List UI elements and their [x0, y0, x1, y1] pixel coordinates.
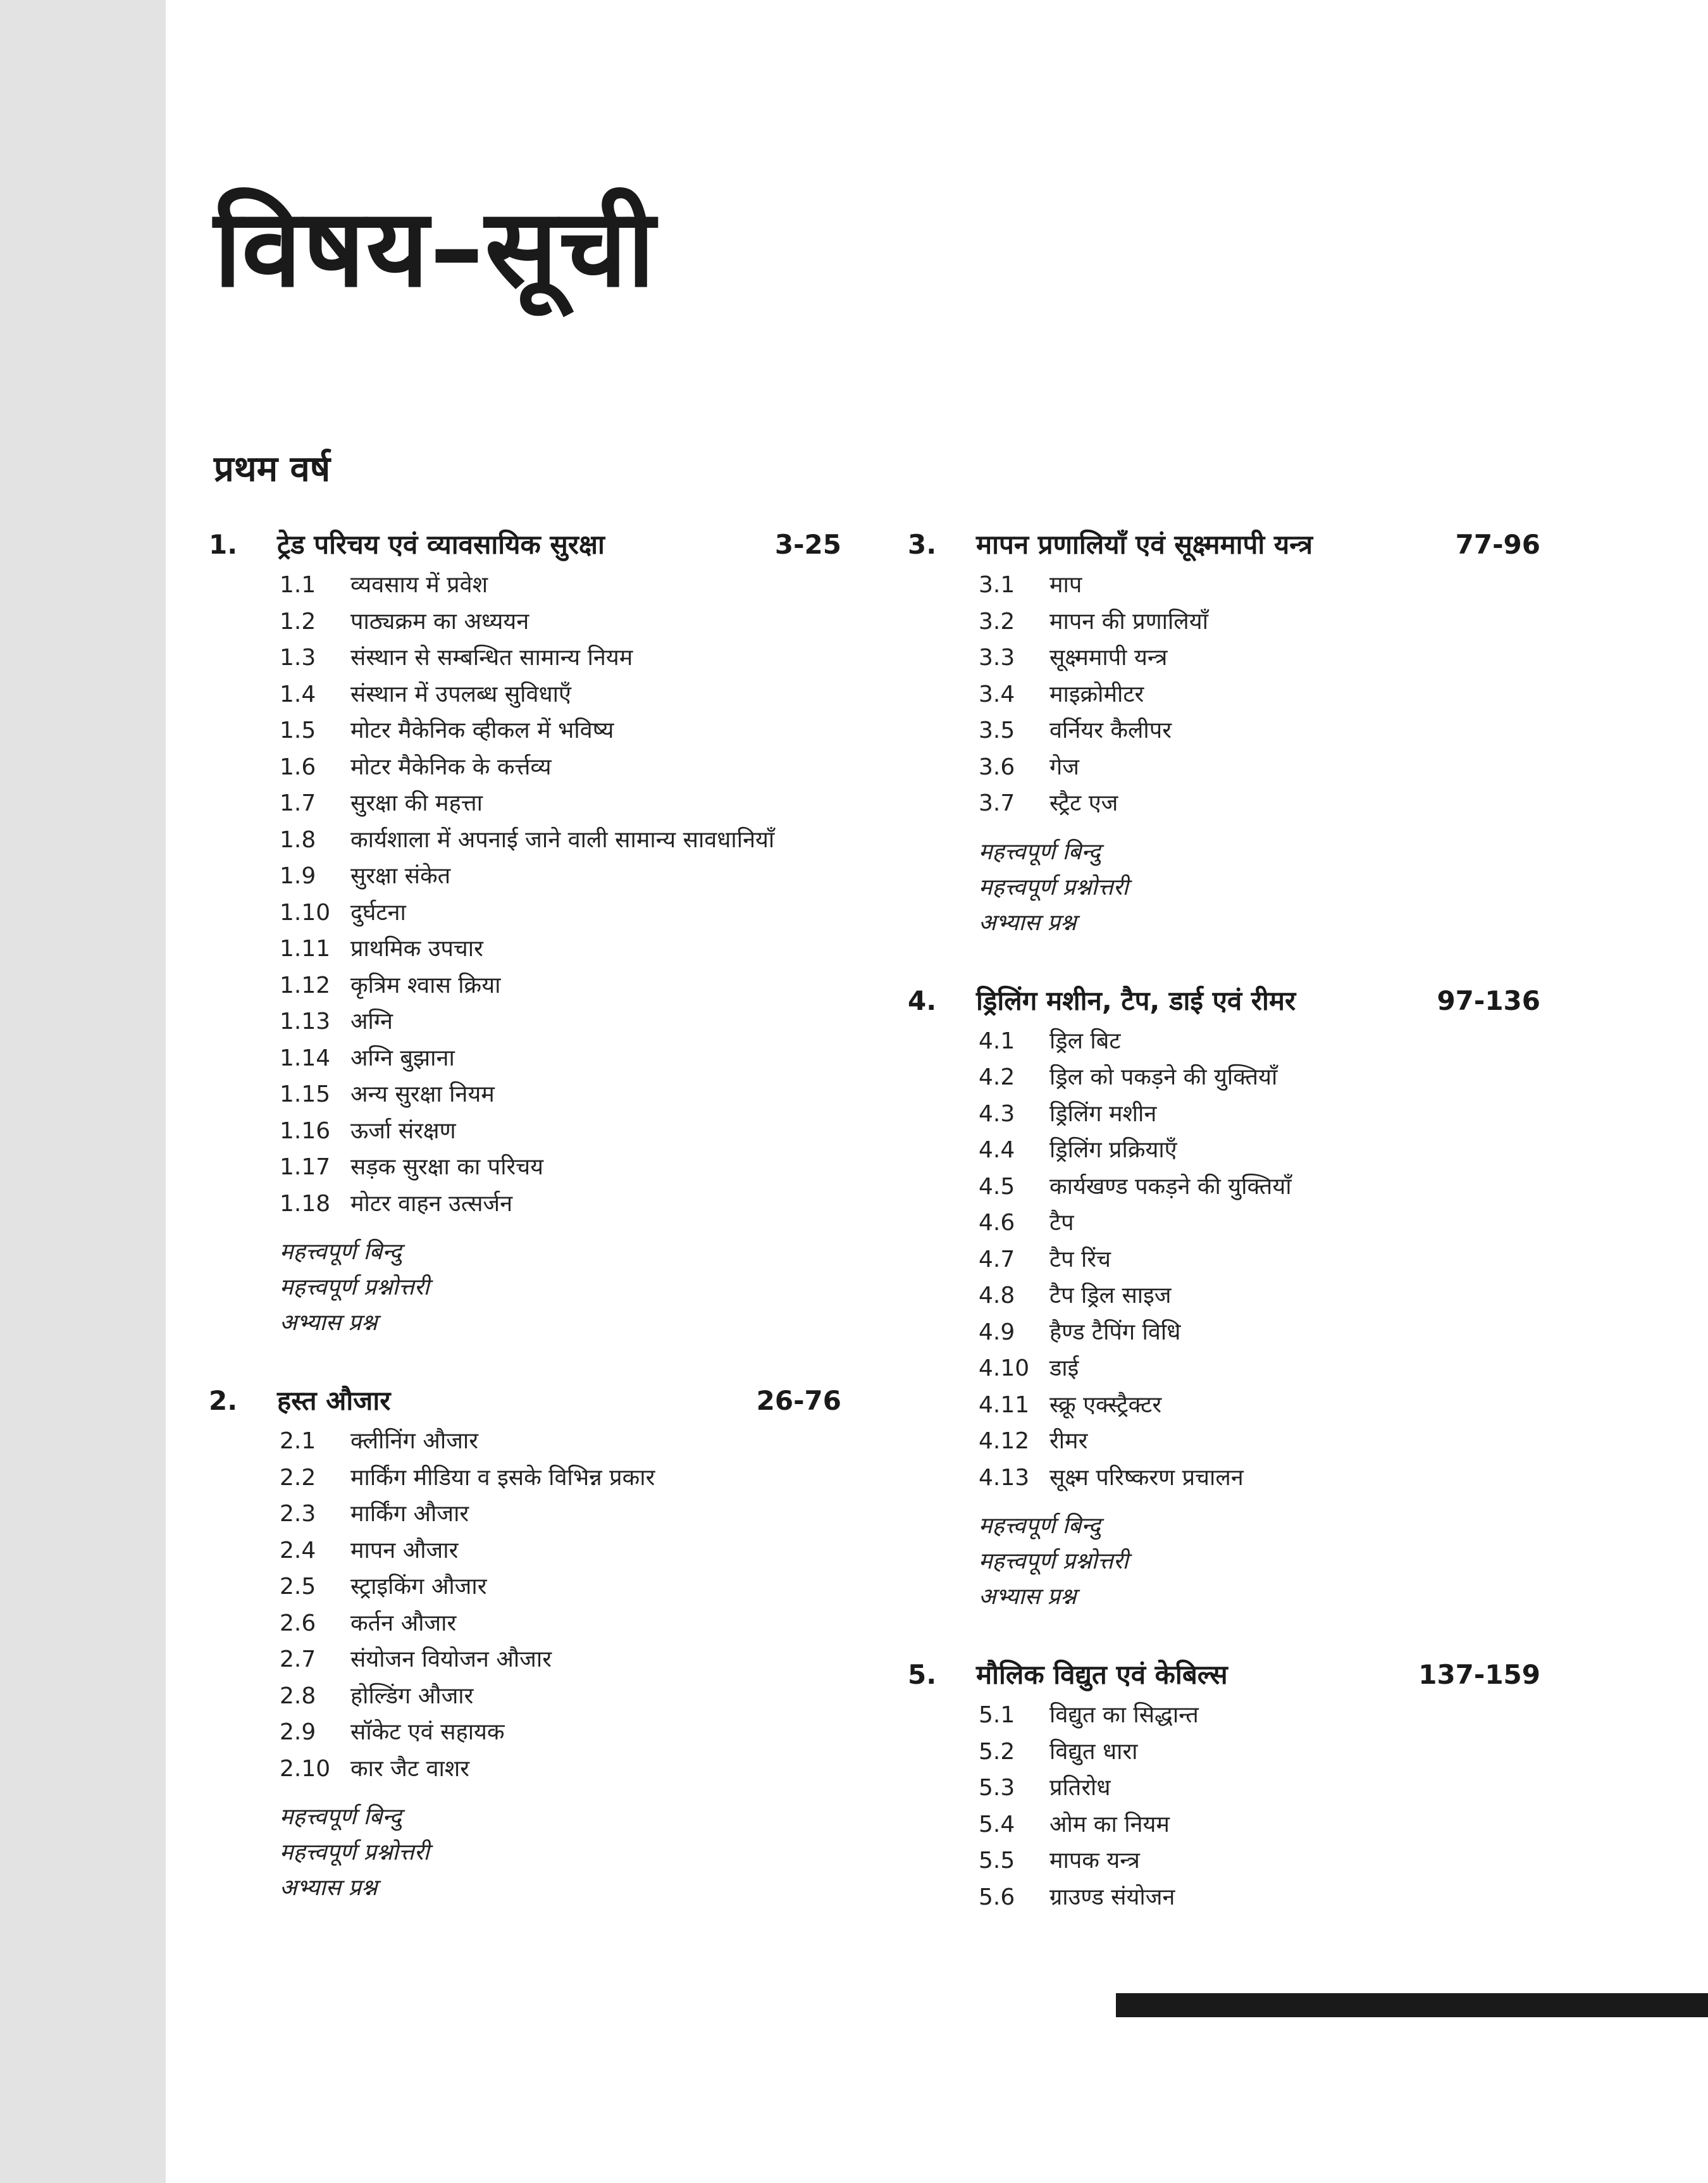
- section-item: [908, 1059, 1540, 1096]
- chapter-title: हस्त औजार: [277, 1385, 391, 1416]
- section-title: होल्डिंग औजार: [350, 1682, 474, 1709]
- chapter-title: मापन प्रणालियाँ एवं सूक्ष्ममापी यन्त्र: [976, 529, 1313, 560]
- section-title: ड्रिलिंग मशीन: [1049, 1100, 1157, 1127]
- section-item: [908, 604, 1540, 640]
- section-item: [209, 1496, 841, 1533]
- section-title: कार जैट वाशर: [350, 1755, 469, 1782]
- section-item: [908, 1314, 1540, 1351]
- section-title: व्यवसाय में प्रवेश: [350, 572, 488, 598]
- chapter-title: ड्रिलिंग मशीन, टैप, डाई एवं रीमर: [976, 985, 1296, 1016]
- section-number: 4.10: [979, 1355, 1030, 1381]
- chapter-extras: [908, 1508, 1540, 1615]
- section-number: 4.6: [979, 1210, 1015, 1236]
- section-title: माप: [1049, 572, 1082, 598]
- section-number: 1.13: [280, 1009, 331, 1035]
- section-title: विद्युत धारा: [1049, 1738, 1138, 1765]
- chapter-extras: [209, 1235, 841, 1341]
- section-number: 1.18: [280, 1190, 331, 1217]
- section-item: [908, 749, 1540, 786]
- section-number: 4.9: [979, 1319, 1015, 1345]
- section-item: [908, 567, 1540, 604]
- chapter-extras: [209, 1800, 841, 1906]
- section-title: प्राथमिक उपचार: [350, 936, 483, 962]
- section-title: ड्रिल को पकड़ने की युक्तियाँ: [1049, 1064, 1278, 1090]
- section-item: [209, 1714, 841, 1751]
- section-number: 5.2: [979, 1738, 1015, 1765]
- section-item: [908, 1734, 1540, 1770]
- section-title: कार्यशाला में अपनाई जाने वाली सामान्य सावधानियाँ: [350, 826, 775, 853]
- section-item: [209, 1641, 841, 1678]
- section-item: [209, 749, 841, 786]
- chapter-title: मौलिक विद्युत एवं केबिल्स: [976, 1659, 1228, 1690]
- section-title: रीमर: [1049, 1428, 1088, 1454]
- section-item: [209, 931, 841, 967]
- section-number: 2.3: [280, 1501, 316, 1527]
- section-title: मोटर मैकेनिक के कर्त्तव्य: [350, 754, 552, 780]
- section-number: 1.16: [280, 1117, 331, 1144]
- section-number: 4.4: [979, 1137, 1015, 1163]
- extra-item: महत्त्वपूर्ण प्रश्नोत्तरी: [979, 1548, 1129, 1574]
- section-title: मोटर वाहन उत्सर्जन: [350, 1190, 513, 1217]
- section-number: 3.6: [979, 754, 1015, 780]
- section-title: ऊर्जा संरक्षण: [350, 1117, 456, 1144]
- extra-item: महत्त्वपूर्ण प्रश्नोत्तरी: [979, 874, 1129, 900]
- section-title: संयोजन वियोजन औजार: [350, 1646, 552, 1672]
- section-number: 2.1: [280, 1428, 316, 1454]
- section-item: [209, 967, 841, 1004]
- chapter-block: [908, 1653, 1540, 1915]
- section-item: [908, 1460, 1540, 1496]
- extra-item: अभ्यास प्रश्न: [979, 909, 1077, 936]
- section-number: 4.2: [979, 1064, 1015, 1090]
- chapter-block: [908, 523, 1540, 941]
- section-title: सॉकेट एवं सहायक: [350, 1719, 505, 1745]
- section-title: दुर्घटना: [350, 899, 406, 926]
- section-title: मापन औजार: [350, 1537, 459, 1564]
- chapter-page-range: 137-159: [1418, 1659, 1540, 1690]
- section-item: [908, 712, 1540, 749]
- section-title: कार्यखण्ड पकड़ने की युक्तियाँ: [1049, 1173, 1292, 1200]
- section-title: ग्राउण्ड संयोजन: [1049, 1884, 1175, 1910]
- section-title: प्रतिरोध: [1049, 1775, 1111, 1801]
- section-list: [908, 1697, 1540, 1915]
- section-title: ओम का नियम: [1049, 1811, 1170, 1838]
- section-title: कृत्रिम श्वास क्रिया: [350, 972, 501, 998]
- section-list: [209, 567, 841, 1222]
- chapter-header: [209, 523, 841, 567]
- section-item: [209, 1076, 841, 1113]
- section-item: [209, 1004, 841, 1040]
- section-number: 1.1: [280, 572, 316, 598]
- chapter-header: [908, 523, 1540, 567]
- section-title: टैप ड्रिल साइज: [1049, 1283, 1172, 1309]
- section-title: मार्किंग औजार: [350, 1501, 469, 1527]
- section-title: ड्रिल बिट: [1049, 1028, 1121, 1054]
- section-title: स्ट्राइकिंग औजार: [350, 1574, 487, 1600]
- section-number: 5.3: [979, 1775, 1015, 1801]
- section-item: [908, 1807, 1540, 1843]
- section-title: सूक्ष्म परिष्करण प्रचालन: [1049, 1464, 1244, 1491]
- page-title: विषय–सूची: [214, 186, 657, 311]
- section-number: 1.8: [280, 826, 316, 853]
- section-number: 1.12: [280, 972, 331, 998]
- section-number: 4.3: [979, 1100, 1015, 1127]
- section-number: 3.2: [979, 608, 1015, 635]
- section-number: 1.6: [280, 754, 316, 780]
- section-number: 2.8: [280, 1682, 316, 1709]
- section-item: [908, 676, 1540, 713]
- section-item: [209, 1605, 841, 1642]
- section-item: [209, 1113, 841, 1150]
- section-number: 2.4: [280, 1537, 316, 1564]
- section-item: [908, 1023, 1540, 1060]
- section-item: [908, 1205, 1540, 1241]
- section-item: [908, 1843, 1540, 1879]
- section-item: [209, 895, 841, 931]
- extra-item: अभ्यास प्रश्न: [280, 1310, 378, 1336]
- section-item: [209, 822, 841, 859]
- section-number: 1.14: [280, 1045, 331, 1071]
- section-title: संस्थान में उपलब्ध सुविधाएँ: [350, 681, 571, 707]
- section-number: 1.9: [280, 863, 316, 889]
- chapter-number: 5.: [908, 1659, 937, 1690]
- section-item: [209, 1040, 841, 1077]
- section-title: स्ट्रैट एज: [1049, 790, 1118, 816]
- section-number: 4.12: [979, 1428, 1030, 1454]
- section-number: 3.1: [979, 572, 1015, 598]
- section-number: 4.5: [979, 1173, 1015, 1200]
- section-number: 2.10: [280, 1755, 331, 1782]
- section-item: [908, 1350, 1540, 1387]
- section-number: 1.7: [280, 790, 316, 816]
- section-title: स्क्रू एक्स्ट्रैक्टर: [1049, 1391, 1162, 1418]
- chapter-header: [908, 979, 1540, 1023]
- chapter-page-range: 97-136: [1437, 985, 1540, 1016]
- section-title: सुरक्षा की महत्ता: [350, 790, 483, 816]
- extra-item: महत्त्वपूर्ण बिन्दु: [979, 838, 1101, 865]
- section-item: [209, 1460, 841, 1496]
- section-number: 1.3: [280, 645, 316, 671]
- section-item: [908, 1879, 1540, 1916]
- extra-item: महत्त्वपूर्ण बिन्दु: [280, 1804, 402, 1830]
- section-item: [209, 858, 841, 895]
- extra-item: महत्त्वपूर्ण बिन्दु: [979, 1513, 1101, 1539]
- section-list: [908, 1023, 1540, 1496]
- extra-item: महत्त्वपूर्ण बिन्दु: [280, 1239, 402, 1265]
- section-number: 4.13: [979, 1464, 1030, 1491]
- section-number: 1.10: [280, 899, 331, 926]
- section-title: टैप रिंच: [1049, 1246, 1111, 1272]
- extra-item: अभ्यास प्रश्न: [280, 1875, 378, 1901]
- section-number: 4.1: [979, 1028, 1015, 1054]
- section-number: 5.5: [979, 1848, 1015, 1874]
- section-list: [209, 1423, 841, 1787]
- section-number: 3.4: [979, 681, 1015, 707]
- extra-item: महत्त्वपूर्ण प्रश्नोत्तरी: [280, 1839, 430, 1865]
- section-title: विद्युत का सिद्धान्त: [1049, 1702, 1199, 1728]
- section-item: [908, 1278, 1540, 1314]
- section-number: 3.3: [979, 645, 1015, 671]
- section-title: ड्रिलिंग प्रक्रियाएँ: [1049, 1137, 1177, 1163]
- section-title: संस्थान से सम्बन्धित सामान्य नियम: [350, 645, 633, 671]
- section-number: 5.1: [979, 1702, 1015, 1728]
- section-item: [908, 640, 1540, 676]
- section-item: [908, 1241, 1540, 1278]
- section-title: सुरक्षा संकेत: [350, 863, 451, 889]
- section-title: कर्तन औजार: [350, 1610, 457, 1636]
- section-number: 1.4: [280, 681, 316, 707]
- section-number: 4.11: [979, 1391, 1030, 1418]
- section-number: 1.11: [280, 936, 331, 962]
- section-item: [908, 1387, 1540, 1424]
- section-item: [908, 1096, 1540, 1133]
- section-number: 3.7: [979, 790, 1015, 816]
- left-margin-band: [0, 0, 166, 2183]
- chapter-number: 1.: [209, 529, 238, 560]
- section-item: [908, 1423, 1540, 1460]
- section-title: अग्नि: [350, 1009, 393, 1035]
- chapter-number: 3.: [908, 529, 937, 560]
- section-number: 2.7: [280, 1646, 316, 1672]
- section-title: मार्किंग मीडिया व इसके विभिन्न प्रकार: [350, 1464, 655, 1491]
- section-number: 4.7: [979, 1246, 1015, 1272]
- chapter-number: 2.: [209, 1385, 238, 1416]
- section-number: 2.6: [280, 1610, 316, 1636]
- chapter-header: [908, 1653, 1540, 1697]
- extra-item: अभ्यास प्रश्न: [979, 1584, 1077, 1610]
- section-item: [209, 1678, 841, 1715]
- section-title: माइक्रोमीटर: [1049, 681, 1144, 707]
- section-number: 2.5: [280, 1574, 316, 1600]
- chapter-block: [908, 979, 1540, 1615]
- section-title: क्लीनिंग औजार: [350, 1428, 478, 1454]
- section-title: सूक्ष्ममापी यन्त्र: [1049, 645, 1168, 671]
- section-item: [908, 1132, 1540, 1169]
- extra-item: महत्त्वपूर्ण प्रश्नोत्तरी: [280, 1274, 430, 1300]
- toc-column-right: [908, 523, 1540, 1953]
- section-item: [908, 1697, 1540, 1734]
- section-item: [209, 1186, 841, 1222]
- section-item: [209, 1533, 841, 1569]
- section-number: 3.5: [979, 718, 1015, 743]
- section-title: गेज: [1049, 754, 1079, 780]
- section-item: [209, 1149, 841, 1186]
- section-number: 5.6: [979, 1884, 1015, 1910]
- section-title: मापन की प्रणालियाँ: [1049, 608, 1208, 635]
- chapter-extras: [908, 835, 1540, 941]
- section-number: 1.15: [280, 1081, 331, 1107]
- chapter-block: [209, 523, 841, 1341]
- chapter-page-range: 26-76: [756, 1385, 841, 1416]
- section-title: वर्नियर कैलीपर: [1049, 718, 1172, 743]
- section-item: [209, 640, 841, 676]
- chapter-page-range: 3-25: [774, 529, 841, 560]
- footer-bar: [1116, 1993, 1708, 2017]
- chapter-number: 4.: [908, 985, 937, 1016]
- section-number: 2.2: [280, 1464, 316, 1491]
- section-number: 1.2: [280, 608, 316, 635]
- section-item: [908, 785, 1540, 822]
- chapter-block: [209, 1379, 841, 1906]
- section-title: सड़क सुरक्षा का परिचय: [350, 1154, 543, 1180]
- chapter-page-range: 77-96: [1455, 529, 1540, 560]
- section-number: 1.5: [280, 718, 316, 743]
- section-title: टैप: [1049, 1210, 1074, 1236]
- section-item: [209, 712, 841, 749]
- section-title: अग्नि बुझाना: [350, 1045, 455, 1071]
- section-item: [209, 1569, 841, 1605]
- section-number: 4.8: [979, 1283, 1015, 1309]
- chapter-header: [209, 1379, 841, 1423]
- section-number: 1.17: [280, 1154, 331, 1180]
- section-list: [908, 567, 1540, 822]
- section-item: [209, 604, 841, 640]
- section-title: पाठ्यक्रम का अध्ययन: [350, 608, 529, 635]
- section-title: हैण्ड टैपिंग विधि: [1049, 1319, 1181, 1345]
- section-title: डाई: [1049, 1355, 1079, 1381]
- section-number: 2.9: [280, 1719, 316, 1745]
- section-title: मोटर मैकेनिक व्हीकल में भविष्य: [350, 718, 614, 743]
- section-item: [209, 1423, 841, 1460]
- section-number: 5.4: [979, 1811, 1015, 1838]
- year-heading: प्रथम वर्ष: [214, 449, 331, 490]
- section-item: [209, 1751, 841, 1788]
- section-title: अन्य सुरक्षा नियम: [350, 1081, 495, 1107]
- section-item: [209, 567, 841, 604]
- section-item: [908, 1770, 1540, 1807]
- section-item: [209, 785, 841, 822]
- section-title: मापक यन्त्र: [1049, 1848, 1140, 1874]
- toc-column-left: [209, 523, 841, 1944]
- section-item: [908, 1169, 1540, 1205]
- chapter-title: ट्रेड परिचय एवं व्यावसायिक सुरक्षा: [277, 529, 605, 560]
- section-item: [209, 676, 841, 713]
